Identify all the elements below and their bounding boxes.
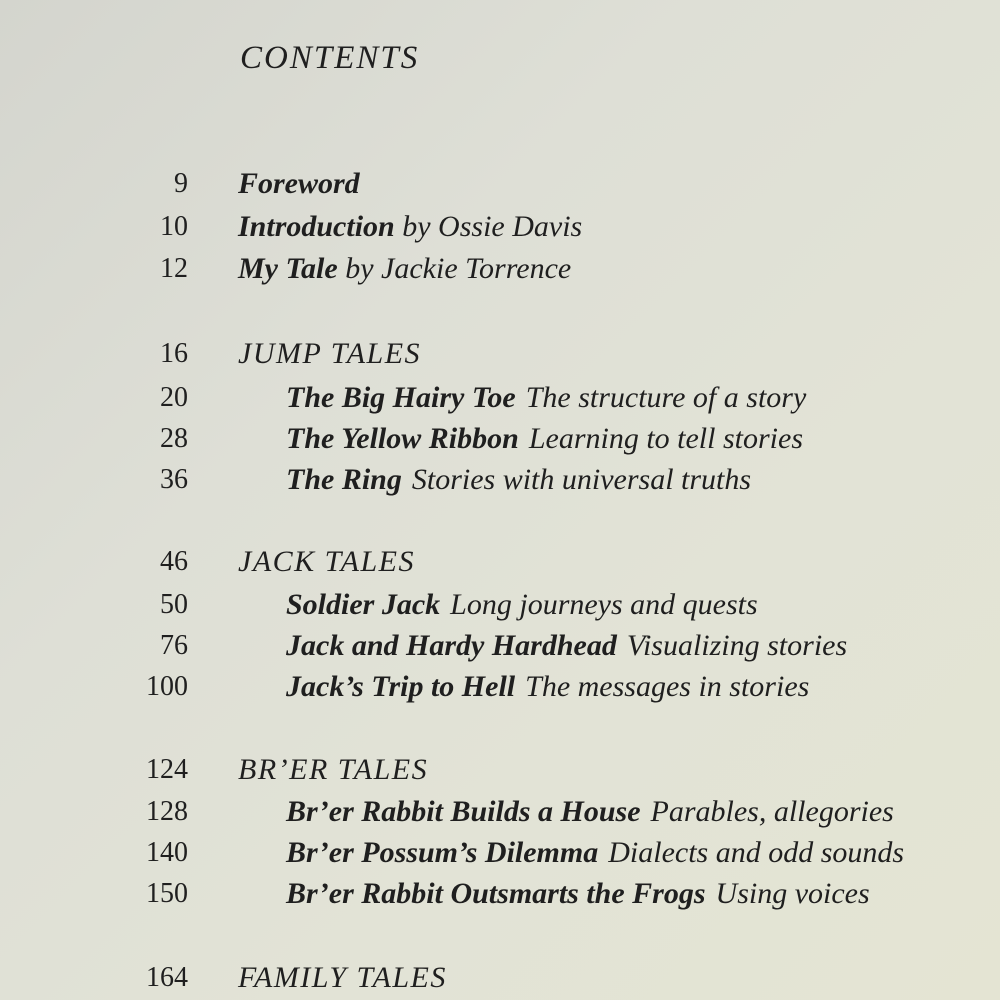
toc-entry [286,419,803,459]
entry-description: Learning to tell stories [528,422,803,455]
toc-entry [238,164,360,204]
toc-entry [286,792,894,832]
section-title: JACK TALES [238,545,415,578]
entry-description: Long journeys and quests [450,588,758,621]
entry-title: My Tale [238,252,338,285]
page-number: 164 [146,962,188,993]
toc-entry [286,585,758,625]
entry-title: The Ring [286,463,402,496]
entry-description: The messages in stories [525,670,810,703]
entry-title: Br’er Rabbit Builds a House [286,795,641,828]
page-number: 50 [160,589,188,620]
toc-entry [286,874,870,914]
page-number: 28 [160,423,188,454]
page-number: 10 [160,211,188,242]
entry-description: Parables, allegories [650,795,894,828]
page-title: CONTENTS [240,40,420,76]
toc-entry [286,378,806,418]
page-number: 20 [160,382,188,413]
page-number: 150 [146,878,188,909]
entry-description: by Jackie Torrence [345,252,572,285]
entry-title: The Yellow Ribbon [286,422,519,455]
entry-description: Stories with universal truths [411,463,752,496]
entry-title: Br’er Possum’s Dilemma [286,836,599,869]
entry-title: Foreword [238,167,360,200]
entry-title: Soldier Jack [286,588,441,621]
entry-title: Jack and Hardy Hardhead [286,629,617,662]
page-number: 76 [160,630,188,661]
toc-entry [286,667,809,707]
page-number: 36 [160,464,188,495]
page-number: 100 [146,671,188,702]
toc-entry [238,249,571,289]
page-number: 124 [146,754,188,785]
entry-title: Jack’s Trip to Hell [286,670,516,703]
entry-title: Introduction [238,210,395,243]
page-number: 9 [174,168,188,199]
section-title: BR’ER TALES [238,753,429,786]
entry-description: Using voices [715,877,870,910]
page-number: 46 [160,546,188,577]
toc-entry [286,626,847,666]
entry-title: The Big Hairy Toe [286,381,516,414]
entry-description: The structure of a story [525,381,807,414]
entry-description: Visualizing stories [626,629,848,662]
entry-title: Br’er Rabbit Outsmarts the Frogs [286,877,706,910]
section-title: FAMILY TALES [238,961,447,994]
page-number: 16 [160,338,188,369]
toc-entry [286,460,751,500]
entry-description: by Ossie Davis [402,210,583,243]
section-title: JUMP TALES [238,337,422,370]
entry-description: Dialects and odd sounds [608,836,905,869]
toc-entry [286,833,904,873]
page-number: 140 [146,837,188,868]
page-number: 128 [146,796,188,827]
toc-entry [238,207,582,247]
page-number: 12 [160,253,188,284]
